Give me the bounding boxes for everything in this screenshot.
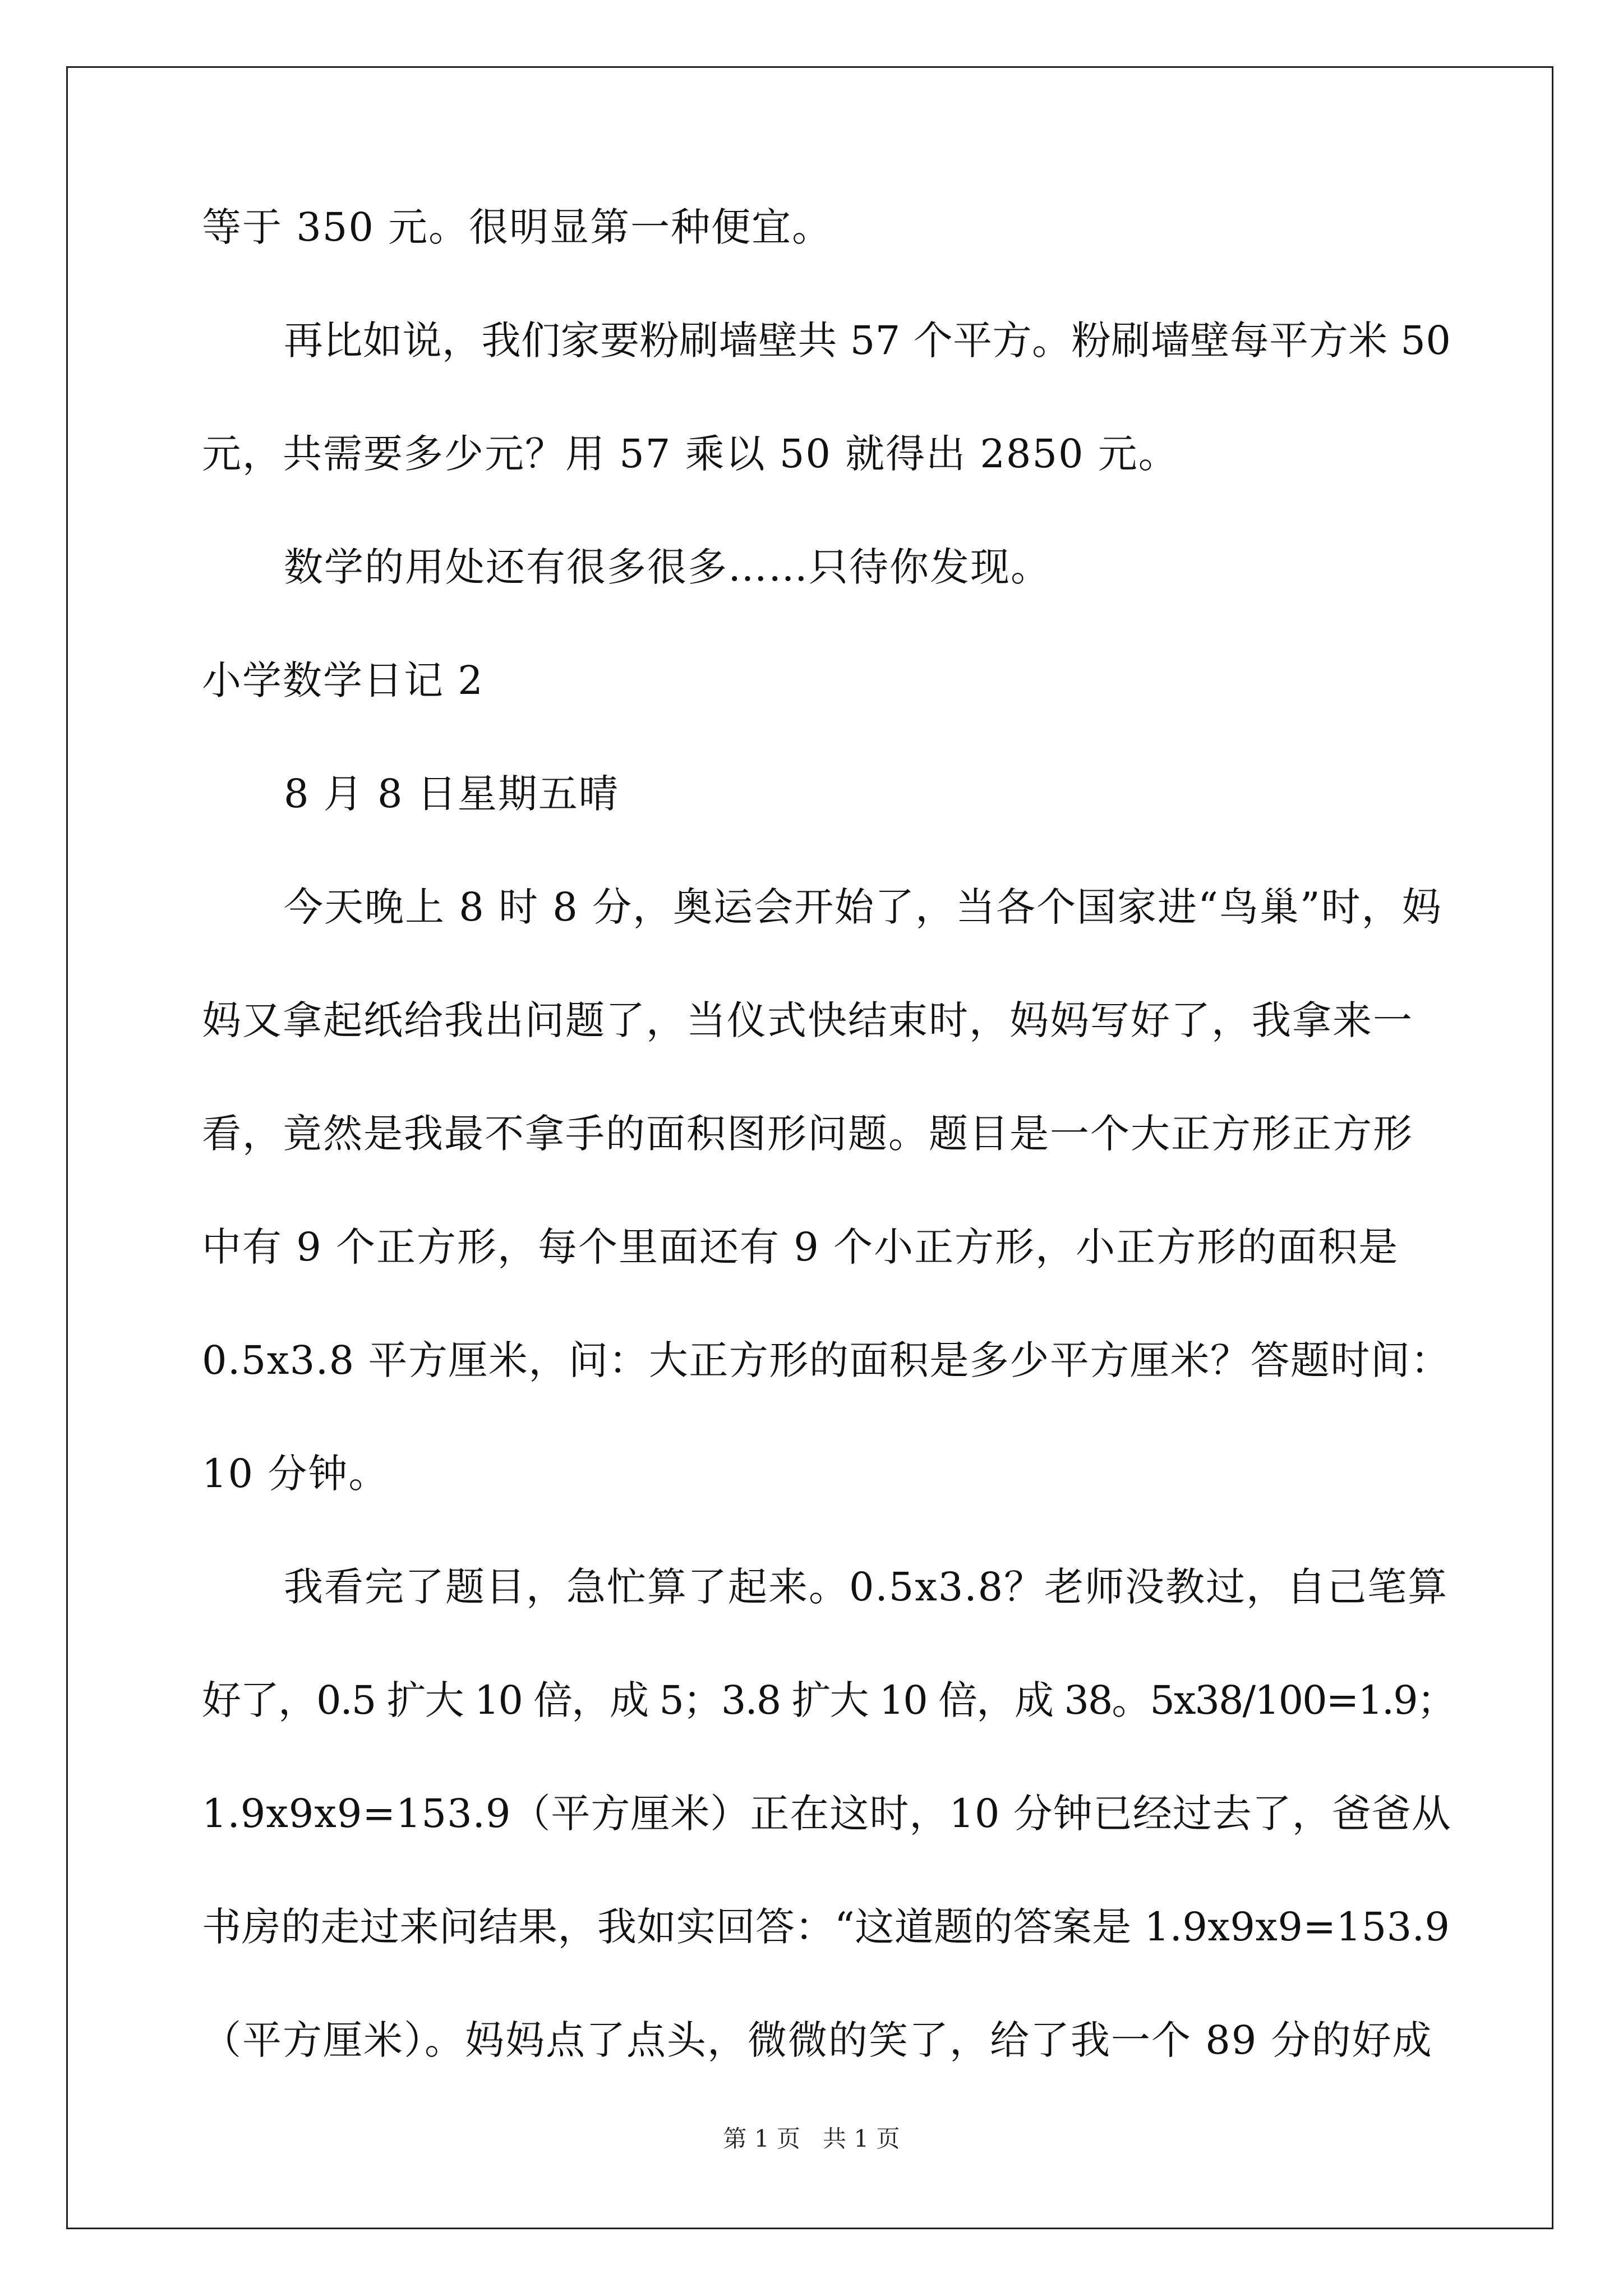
page-footer: 第 1 页 共 1 页 xyxy=(723,2125,900,2152)
text-line: 我看完了题目，急忙算了起来。0.5x3.8？老师没教过，自己笔算 xyxy=(284,1564,1449,1610)
text-line: 书房的走过来问结果，我如实回答：“这道题的答案是 1.9x9x9=153.9 xyxy=(202,1904,1450,1950)
text-line: 元，共需要多少元？用 57 乘以 50 就得出 2850 元。 xyxy=(202,431,1179,477)
text-line: （平方厘米）。妈妈点了点头，微微的笑了，给了我一个 89 分的好成 xyxy=(202,2017,1433,2063)
text-line: 今天晚上 8 时 8 分，奥运会开始了，当各个国家进“鸟巢”时，妈 xyxy=(284,884,1442,930)
text-line: 再比如说，我们家要粉刷墙壁共 57 个平方。粉刷墙壁每平方米 50 xyxy=(284,318,1451,364)
text-line: 等于 350 元。很明显第一种便宜。 xyxy=(202,204,833,250)
text-line: 看，竟然是我最不拿手的面积图形问题。题目是一个大正方形正方形 xyxy=(202,1111,1413,1157)
document-body xyxy=(202,204,1458,2134)
text-line: 好了，0.5 扩大 10 倍，成 5；3.8 扩大 10 倍，成 38。5x38/100=1.9； xyxy=(202,1677,1455,1723)
text-line: 1.9x9x9=153.9（平方厘米）正在这时，10 分钟已经过去了，爸爸从 xyxy=(202,1791,1451,1837)
text-line: 0.5x3.8 平方厘米，问：大正方形的面积是多少平方厘米？答题时间： xyxy=(202,1337,1451,1383)
text-line: 10 分钟。 xyxy=(202,1451,389,1497)
text-line: 妈又拿起纸给我出问题了，当仪式快结束时，妈妈写好了，我拿来一 xyxy=(202,997,1413,1043)
date-line: 8 月 8 日星期五晴 xyxy=(284,771,619,817)
text-line: 数学的用处还有很多很多……只待你发现。 xyxy=(284,544,1051,590)
text-line: 中有 9 个正方形，每个里面还有 9 个小正方形，小正方形的面积是 xyxy=(202,1224,1399,1270)
section-heading: 小学数学日记 2 xyxy=(202,657,484,703)
